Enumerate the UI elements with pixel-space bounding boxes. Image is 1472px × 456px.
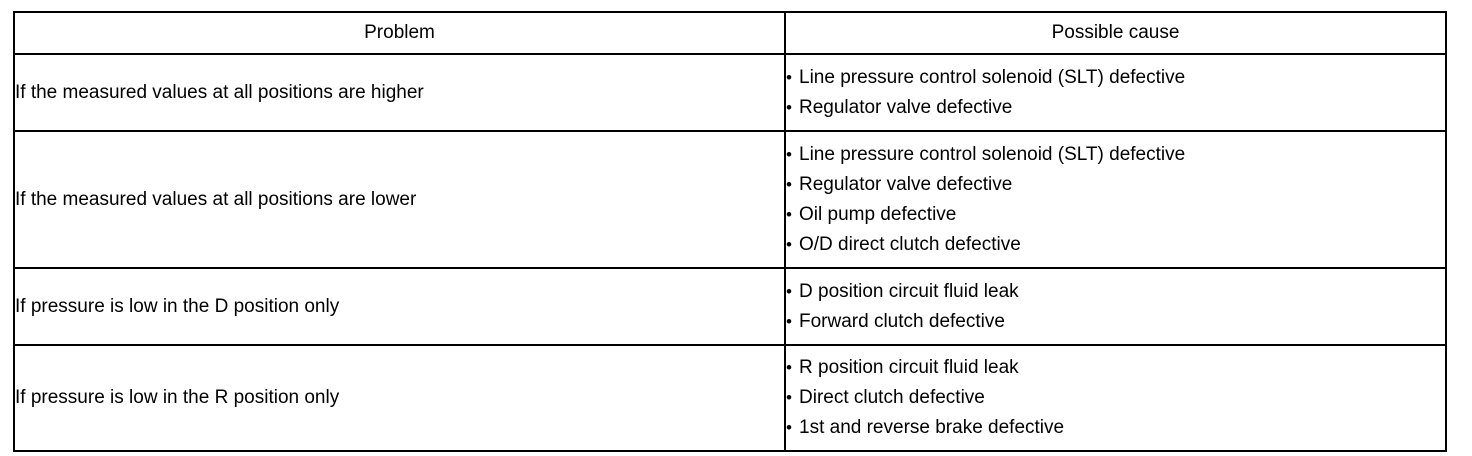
cause-text: Oil pump defective — [799, 203, 957, 225]
problem-cell: If pressure is low in the R position only — [14, 345, 785, 451]
cause-text: Regulator valve defective — [799, 173, 1013, 195]
problem-cell: If the measured values at all positions are lower — [14, 131, 785, 268]
bullet-icon: • — [786, 97, 792, 117]
cause-text: Direct clutch defective — [799, 387, 985, 408]
problem-cell: If pressure is low in the D position only — [14, 268, 785, 345]
bullet-icon: • — [786, 311, 792, 331]
bullet-icon: • — [786, 204, 792, 224]
cause-item — [786, 63, 1445, 93]
header-row — [14, 12, 1446, 54]
bullet-icon: • — [786, 144, 792, 164]
bullet-icon: • — [786, 234, 792, 254]
cause-text: D position circuit fluid leak — [799, 280, 1019, 302]
bullet-icon: • — [786, 67, 792, 87]
cause-cell — [785, 54, 1446, 131]
cause-item — [786, 413, 1445, 443]
header-problem: Problem — [14, 12, 785, 54]
cause-item — [786, 307, 1445, 337]
cause-cell — [785, 345, 1446, 451]
cause-text: Forward clutch defective — [799, 310, 1005, 332]
cause-cell — [785, 268, 1446, 345]
table-row — [14, 268, 1446, 345]
header-possible-cause: Possible cause — [785, 12, 1446, 54]
bullet-icon: • — [786, 281, 792, 301]
cause-item — [786, 170, 1445, 200]
cause-item — [786, 277, 1445, 307]
cause-item — [786, 230, 1445, 260]
cause-text: 1st and reverse brake defective — [799, 417, 1065, 438]
cause-text: Regulator valve defective — [799, 96, 1013, 118]
cause-item — [786, 200, 1445, 230]
bullet-icon: • — [786, 358, 792, 377]
cause-cell — [785, 131, 1446, 268]
cause-text: O/D direct clutch defective — [799, 233, 1021, 255]
table-row — [14, 54, 1446, 131]
cause-item — [786, 93, 1445, 123]
bullet-icon: • — [786, 388, 792, 407]
cause-text: R position circuit fluid leak — [799, 357, 1019, 378]
problem-cell: If the measured values at all positions are higher — [14, 54, 785, 131]
bullet-icon: • — [786, 418, 792, 437]
cause-item — [786, 140, 1445, 170]
bullet-icon: • — [786, 174, 792, 194]
cause-item — [786, 383, 1445, 413]
cause-item — [786, 353, 1445, 383]
cause-text: Line pressure control solenoid (SLT) defective — [799, 66, 1186, 88]
table-row — [14, 345, 1446, 451]
diagnosis-table — [13, 11, 1447, 452]
cause-text: Line pressure control solenoid (SLT) defective — [799, 143, 1186, 165]
table-row — [14, 131, 1446, 268]
